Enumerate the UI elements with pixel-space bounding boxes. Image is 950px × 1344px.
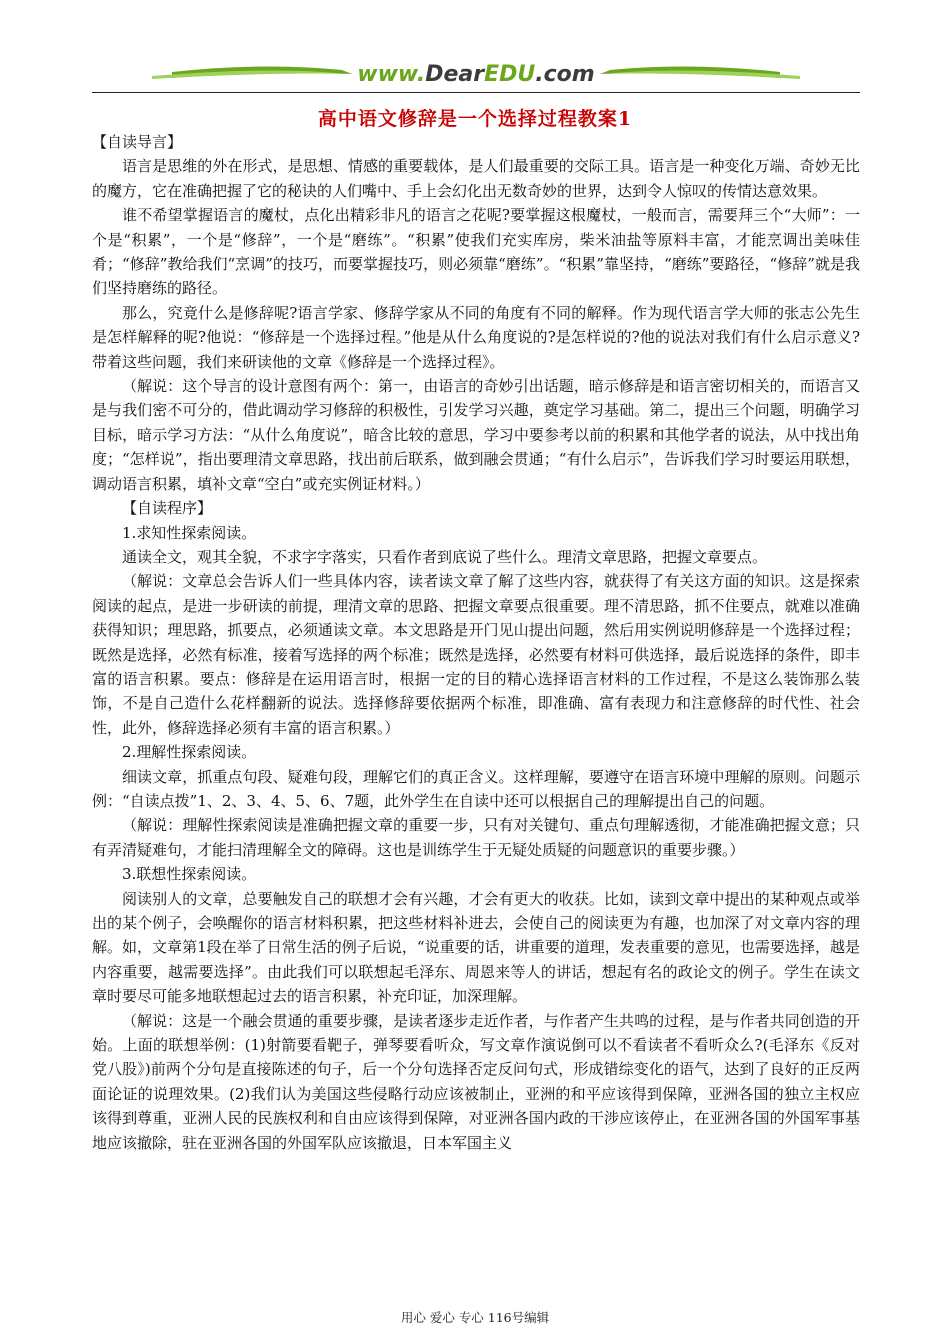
paragraph: （解说：文章总会告诉人们一些具体内容，读者读文章了解了这些内容，就获得了有关这方面的知识。这是探索阅读的起点，是进一步研读的前提，理清文章的思路、把握文章要点很重要。理不清思路，抓不住要点，就难以准确获得知识；理思路，抓要点，必须通读文章。本文思路是开门见山提出问题，然后用实例说明修辞是一个选择过程；既然是选择，必然有标准，接着写选择的两个标准；既然是选择，必然要有材料可供选择，最后说选择的条件，即丰富的语言积累。要点：修辞是在运用语言时，根据一定的目的精心选择语言材料的工作过程，不是这么装饰那么装饰，不是自己造什么花样翻新的说法。选择修辞要依据两个标准，即准确、富有表现力和注意修辞的时代性、社会性，此外，修辞选择必须有丰富的语言积累。） — [92, 572, 860, 737]
document-title: 高中语文修辞是一个选择过程教案1 — [317, 108, 633, 130]
paragraph: 语言是思维的外在形式，是思想、情感的重要载体，是人们最重要的交际工具。语言是一种变化万端、奇妙无比的魔方，它在准确把握了它的秘诀的人们嘴中、手上会幻化出无数奇妙的世界，达到令人惊叹的传情达意效果。 — [92, 157, 860, 200]
site-logo[interactable] — [92, 62, 860, 87]
paragraph: 细读文章，抓重点句段、疑难句段，理解它们的真正含义。这样理解，要遵守在语言环境中理解的原则。问题示例：“自读点拨”1、2、3、4、5、6、7题，此外学生在自读中还可以根据自己的理解提出自己的问题。 — [92, 767, 860, 810]
step-heading: 1.求知性探索阅读。 — [122, 523, 257, 542]
step-heading: 3.联想性探索阅读。 — [122, 865, 257, 884]
step-heading: 2.理解性探索阅读。 — [122, 743, 257, 762]
header-rule — [92, 92, 860, 93]
paragraph: 那么，究竟什么是修辞呢?语言学家、修辞学家从不同的角度有不同的解释。作为现代语言学大师的张志公先生是怎样解释的呢?他说：“修辞是一个选择过程。”他是从什么角度说的?是怎样说的?他的说法对我们有什么启示意义?带着这些问题，我们来研读他的文章《修辞是一个选择过程》。 — [92, 303, 860, 371]
logo-com: .com — [535, 62, 595, 87]
logo-edu: EDU — [484, 62, 536, 87]
section-heading: 【自读程序】 — [122, 499, 213, 518]
page-header — [92, 60, 860, 94]
paragraph: 阅读别人的文章，总要触发自己的联想才会有兴趣，才会有更大的收获。比如，读到文章中提出的某种观点或举出的某个例子，会唤醒你的语言材料积累，把这些材料补进去，会使自己的阅读更为有趣，也加深了对文章内容的理解。如，文章第1段在举了日常生活的例子后说，“说重要的话，讲重要的道理，发表重要的意见，也需要选择，越是内容重要，越需要选择”。由此我们可以联想起毛泽东、周恩来等人的讲话，想起有名的政论文的例子。学生在读文章时要尽可能多地联想起过去的语言积累，补充印证，加深理解。 — [92, 889, 860, 1006]
document-body — [92, 130, 860, 1155]
paragraph: （解说：这是一个融会贯通的重要步骤，是读者逐步走近作者，与作者产生共鸣的过程，是与作者共同创造的开始。上面的联想举例：(1)射箭要看靶子，弹琴要看听众，写文章作演说倒可以不看读者不看听众么?(毛泽东《反对党八股》)前两个分句是直接陈述的句子，后一个分句选择否定反问句式，形成错综变化的语气，达到了良好的正反两面论证的说理效果。(2)我们认为美国这些侵略行动应该被制止，亚洲的和平应该得到保障，亚洲各国的独立主权应该得到尊重，亚洲人民的民族权利和自由应该得到保障，对亚洲各国内政的干涉应该停止，在亚洲各国的外国军事基地应该撤除，驻在亚洲各国的外国军队应该撤退，日本军国主义 — [92, 1011, 860, 1152]
paragraph: （解说：理解性探索阅读是准确把握文章的重要一步，只有对关键句、重点句理解透彻，才能准确把握文意；只有弄清疑难句，才能扫清理解全文的障碍。这也是训练学生于无疑处质疑的问题意识的重要步骤。） — [92, 816, 860, 859]
page-footer: 用心 爱心 专心 116号编辑 — [400, 1310, 550, 1325]
paragraph: 谁不希望掌握语言的魔杖，点化出精彩非凡的语言之花呢?要掌握这根魔杖，一般而言，需要拜三个“大师”：一个是“积累”，一个是“修辞”，一个是“磨练”。“积累”使我们充实库房，柴米油盐等原料丰富，才能烹调出美味佳肴；“修辞”教给我们“烹调”的技巧，而要掌握技巧，则必须靠“磨练”。“积累”靠坚持，“磨练”要路径，“修辞”就是我们坚持磨练的路径。 — [92, 206, 860, 298]
paragraph: （解说：这个导言的设计意图有两个：第一，由语言的奇妙引出话题，暗示修辞是和语言密切相关的，而语言又是与我们密不可分的，借此调动学习修辞的积极性，引发学习兴趣，奠定学习基础。第二，提出三个问题，明确学习目标，暗示学习方法：“从什么角度说”，暗含比较的意思，学习中要参考以前的积累和其他学者的说法，从中找出角度；“怎样说”，指出要理清文章思路，找出前后联系，做到融会贯通；“有什么启示”，告诉我们学习时要运用联想，调动语言积累，填补文章“空白”或充实例证材料。） — [92, 377, 860, 493]
paragraph: 通读全文，观其全貌，不求字字落实，只看作者到底说了些什么。理清文章思路，把握文章要点。 — [122, 547, 768, 566]
section-heading: 【自读导言】 — [92, 133, 183, 151]
logo-dear: Dear — [425, 62, 485, 87]
logo-www: www. — [357, 62, 426, 87]
